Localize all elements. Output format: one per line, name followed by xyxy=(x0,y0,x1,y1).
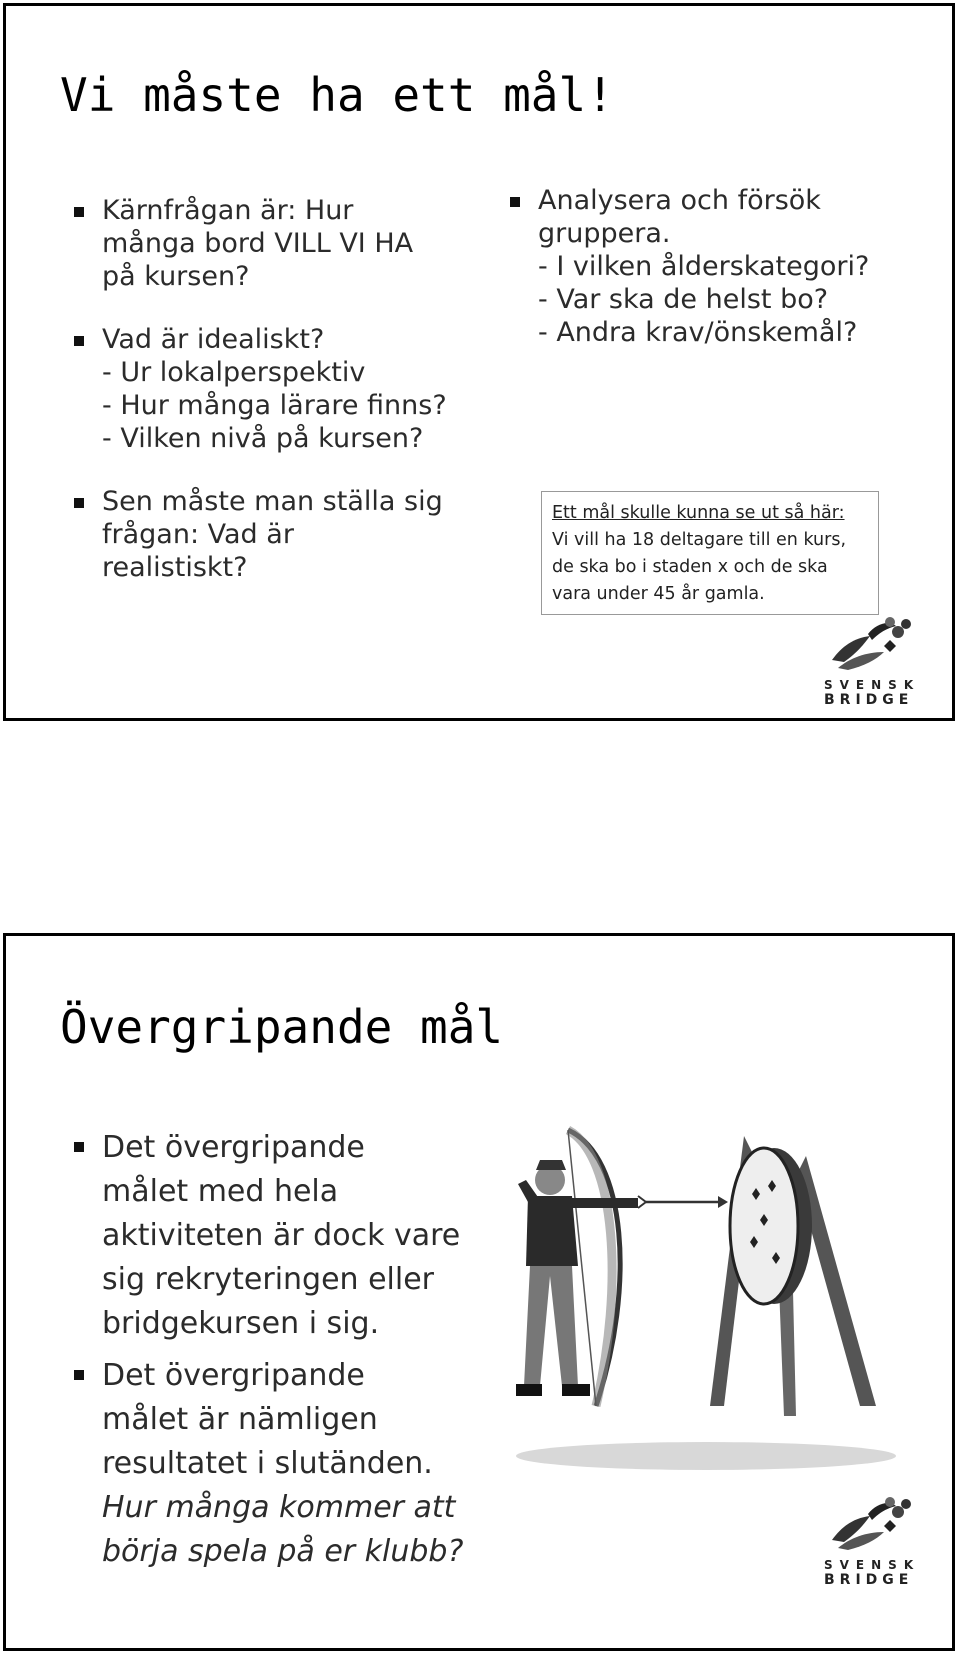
text-line: - Hur många lärare finns? xyxy=(102,390,447,421)
bullet-square-icon xyxy=(510,197,520,207)
logo-text-bridge: BRIDGE xyxy=(824,1572,914,1588)
svensk-bridge-logo-icon xyxy=(824,1496,914,1554)
slide-2 xyxy=(3,933,955,1651)
text-line: aktiviteten är dock vare xyxy=(102,1218,461,1253)
text-line-italic: börja spela på er klubb? xyxy=(102,1534,464,1569)
bullet-square-icon xyxy=(74,1370,84,1380)
text-line: Vi vill ha 18 deltagare till en kurs, xyxy=(552,530,847,550)
text-line: - Andra krav/önskemål? xyxy=(538,317,858,348)
slide-1-right-column xyxy=(506,184,926,349)
bullet-square-icon xyxy=(74,1142,84,1152)
logo-text-bridge: BRIDGE xyxy=(824,692,914,708)
bullet-square-icon xyxy=(74,207,84,217)
text-line: på kursen? xyxy=(102,261,250,292)
bullet-2 xyxy=(70,323,480,455)
text-line: vara under 45 år gamla. xyxy=(552,584,765,604)
svensk-bridge-logo-icon xyxy=(824,616,914,674)
text-line: gruppera. xyxy=(538,218,671,249)
text-line: bridgekursen i sig. xyxy=(102,1306,380,1341)
bullet-5 xyxy=(70,1126,510,1346)
text-line: Det övergripande xyxy=(102,1130,365,1165)
text-line: frågan: Vad är xyxy=(102,519,294,550)
example-goal-box xyxy=(541,491,879,615)
text-line: - I vilken ålderskategori? xyxy=(538,251,870,282)
slide-1 xyxy=(3,3,955,721)
bullet-square-icon xyxy=(74,498,84,508)
text-line: Vad är idealiskt? xyxy=(102,324,325,355)
bullet-3 xyxy=(70,485,480,584)
slide-1-title: Vi måste ha ett mål! xyxy=(60,68,614,122)
text-line: resultatet i slutänden. xyxy=(102,1446,433,1481)
bullet-6 xyxy=(70,1354,510,1574)
text-line: Analysera och försök xyxy=(538,185,821,216)
text-line: de ska bo i staden x och de ska xyxy=(552,557,828,577)
text-line-italic: Hur många kommer att xyxy=(102,1490,456,1525)
text-line: realistiskt? xyxy=(102,552,248,583)
logo-text-svensk: SVENSK xyxy=(824,678,921,692)
svensk-bridge-logo xyxy=(824,1496,924,1588)
text-line: Kärnfrågan är: Hur xyxy=(102,195,354,226)
text-line: - Vilken nivå på kursen? xyxy=(102,423,424,454)
text-line: Det övergripande xyxy=(102,1358,365,1393)
text-line: målet med hela xyxy=(102,1174,339,1209)
example-goal-heading: Ett mål skulle kunna se ut så här: xyxy=(552,503,845,523)
slide-2-text-column xyxy=(70,1126,510,1574)
text-line: sig rekryteringen eller xyxy=(102,1262,435,1297)
archer-illustration xyxy=(506,1116,916,1486)
text-line: Sen måste man ställa sig xyxy=(102,486,443,517)
text-line: - Ur lokalperspektiv xyxy=(102,357,366,388)
bullet-square-icon xyxy=(74,336,84,346)
text-line: - Var ska de helst bo? xyxy=(538,284,829,315)
bullet-4 xyxy=(506,184,926,349)
svensk-bridge-logo xyxy=(824,616,924,708)
text-line: målet är nämligen xyxy=(102,1402,378,1437)
bullet-1 xyxy=(70,194,480,293)
slide-1-left-column xyxy=(70,194,480,584)
text-line: många bord VILL VI HA xyxy=(102,228,414,259)
logo-text-svensk: SVENSK xyxy=(824,1558,921,1572)
slide-2-title: Övergripande mål xyxy=(60,1000,504,1054)
